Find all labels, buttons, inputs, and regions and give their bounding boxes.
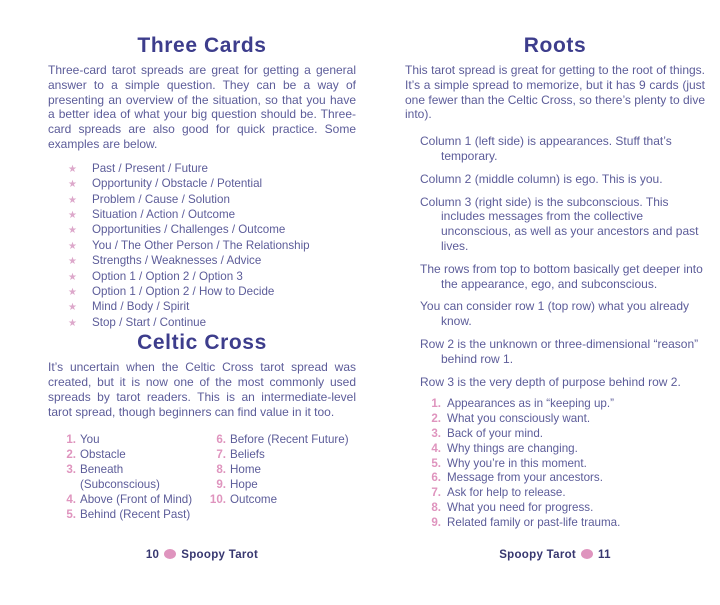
pink-dot-icon bbox=[581, 549, 593, 559]
roots-paragraph: Column 2 (middle column) is ego. This is you. bbox=[420, 171, 663, 186]
list-item bbox=[68, 254, 356, 269]
list-item bbox=[56, 492, 206, 507]
list-item bbox=[68, 162, 356, 177]
item-number: 1. bbox=[66, 433, 76, 447]
section-title-celtic-cross: Celtic Cross bbox=[137, 331, 267, 355]
spread-option-label: Opportunity / Obstacle / Potential bbox=[92, 177, 263, 191]
spread-option-label: You / The Other Person / The Relationship bbox=[92, 238, 310, 252]
item-number: 6. bbox=[216, 433, 226, 447]
roots-paragraph: Column 3 (right side) is the subconscious. This includes messages from the collective unconscious, as well as your ancestors and past lives. bbox=[420, 194, 699, 253]
spread-option-label: Problem / Cause / Solution bbox=[92, 192, 230, 206]
item-number: 8. bbox=[431, 500, 441, 514]
item-number: 3. bbox=[431, 426, 441, 440]
item-label: Beliefs bbox=[230, 448, 265, 462]
item-number: 9. bbox=[216, 478, 226, 492]
roots-paragraph: Column 1 (left side) is appearances. Stuff that’s temporary. bbox=[420, 134, 672, 163]
item-label: Before (Recent Future) bbox=[230, 433, 349, 447]
item-label: Why you’re in this moment. bbox=[447, 456, 587, 470]
star-icon: ★ bbox=[68, 194, 77, 206]
item-number: 10. bbox=[209, 493, 226, 507]
item-label: Back of your mind. bbox=[447, 426, 544, 440]
book-page-left bbox=[48, 34, 356, 522]
spread-option-label: Stop / Start / Continue bbox=[92, 315, 207, 329]
star-icon: ★ bbox=[68, 302, 77, 314]
item-label: Appearances as in “keeping up.” bbox=[447, 397, 614, 411]
list-item bbox=[68, 285, 356, 300]
page-number: 11 bbox=[598, 549, 611, 561]
roots-intro: This tarot spread is great for getting to the root of things. It’s a simple spread to memorize, but it has 9 cards (just one fewer than the Celtic Cross, so there’s plenty to dive into). bbox=[405, 63, 705, 122]
item-label: Related family or past-life trauma. bbox=[447, 515, 621, 529]
positions-column-2 bbox=[206, 432, 356, 522]
item-number: 4. bbox=[431, 441, 441, 455]
item-label: Outcome bbox=[230, 493, 278, 507]
list-item bbox=[419, 457, 705, 472]
item-number: 2. bbox=[431, 412, 441, 426]
item-label: Above (Front of Mind) bbox=[80, 493, 193, 507]
item-number: 9. bbox=[431, 515, 441, 529]
star-icon: ★ bbox=[68, 163, 77, 175]
item-label: What you consciously want. bbox=[447, 412, 591, 426]
list-item bbox=[206, 447, 356, 462]
three-card-spread-list bbox=[48, 162, 356, 331]
item-number: 8. bbox=[216, 463, 226, 477]
item-label: You bbox=[80, 433, 100, 447]
item-label: Behind (Recent Past) bbox=[80, 508, 191, 522]
roots-paragraph: The rows from top to bottom basically get deeper into the appearance, ego, and subconscious. bbox=[420, 261, 703, 291]
item-label: Ask for help to release. bbox=[447, 486, 566, 500]
list-item bbox=[206, 477, 356, 492]
list-item bbox=[68, 193, 356, 208]
item-label: Message from your ancestors. bbox=[447, 471, 603, 485]
item-label: What you need for progress. bbox=[447, 500, 594, 514]
list-item bbox=[206, 462, 356, 477]
list-item bbox=[56, 432, 206, 447]
star-icon: ★ bbox=[68, 210, 77, 221]
star-icon: ★ bbox=[68, 271, 77, 283]
list-item bbox=[419, 442, 705, 457]
star-icon: ★ bbox=[68, 240, 77, 252]
spread-option-label: Mind / Body / Spirit bbox=[92, 300, 190, 314]
page-footer-left bbox=[48, 549, 356, 561]
page-number: 10 bbox=[145, 549, 160, 561]
roots-paragraph: Row 2 is the unknown or three-dimensional “reason” behind row 1. bbox=[420, 336, 699, 366]
list-item bbox=[419, 486, 705, 501]
pink-dot-icon bbox=[164, 549, 176, 559]
book-title: Spoopy Tarot bbox=[181, 549, 259, 561]
star-icon: ★ bbox=[68, 256, 77, 268]
item-number: 7. bbox=[431, 486, 441, 500]
item-number: 6. bbox=[431, 471, 441, 485]
three-cards-intro: Three-card tarot spreads are great for getting a general answer to a simple question. They can be a way of presenting an overview of the situation, so that you have a better idea of what your big question should be. Three-card spreads are also good for quick practice. Some examples are below. bbox=[48, 63, 356, 151]
book-title: Spoopy Tarot bbox=[499, 549, 577, 561]
page-footer-right bbox=[405, 549, 705, 561]
spread-option-label: Opportunities / Challenges / Outcome bbox=[92, 223, 286, 237]
roots-paragraph: You can consider row 1 (top row) what you already know. bbox=[420, 299, 690, 329]
star-icon: ★ bbox=[68, 179, 77, 191]
list-item bbox=[68, 316, 356, 331]
celtic-cross-intro: It’s uncertain when the Celtic Cross tarot spread was created, but it is now one of the most commonly used spreads by tarot readers. This is an intermediate-level tarot spread, though beginners can find value in it too. bbox=[48, 360, 356, 419]
list-item bbox=[419, 412, 705, 427]
item-label: Beneath (Subconscious) bbox=[80, 463, 160, 492]
book-page-right bbox=[405, 34, 705, 531]
item-number: 5. bbox=[66, 508, 76, 522]
item-number: 4. bbox=[66, 493, 76, 507]
list-item bbox=[419, 516, 705, 531]
list-item bbox=[56, 447, 206, 462]
section-title-three-cards: Three Cards bbox=[137, 34, 267, 57]
list-item bbox=[419, 427, 705, 442]
list-item bbox=[206, 432, 356, 447]
list-item bbox=[56, 462, 206, 492]
list-item bbox=[419, 471, 705, 486]
spread-option-label: Past / Present / Future bbox=[92, 161, 208, 175]
spread-option-label: Situation / Action / Outcome bbox=[92, 208, 236, 221]
list-item bbox=[68, 270, 356, 285]
spread-option-label: Strengths / Weaknesses / Advice bbox=[92, 254, 262, 268]
list-item bbox=[68, 208, 356, 223]
list-item bbox=[419, 397, 705, 412]
list-item bbox=[56, 507, 206, 522]
item-label: Obstacle bbox=[80, 448, 126, 462]
item-number: 1. bbox=[431, 397, 441, 411]
item-label: Hope bbox=[230, 478, 258, 492]
star-icon: ★ bbox=[68, 287, 77, 299]
positions-column-1 bbox=[56, 432, 206, 522]
item-number: 2. bbox=[66, 448, 76, 462]
celtic-cross-positions-list bbox=[56, 432, 356, 522]
list-item bbox=[68, 177, 356, 192]
list-item bbox=[68, 223, 356, 238]
item-label: Home bbox=[230, 463, 261, 477]
spread-option-label: Option 1 / Option 2 / How to Decide bbox=[92, 285, 275, 299]
star-icon: ★ bbox=[68, 225, 77, 237]
spread-option-label: Option 1 / Option 2 / Option 3 bbox=[92, 269, 243, 283]
list-item bbox=[68, 300, 356, 315]
list-item bbox=[68, 239, 356, 254]
section-title-roots: Roots bbox=[523, 34, 587, 57]
roots-card-meanings-list bbox=[405, 397, 705, 530]
item-label: Why things are changing. bbox=[447, 441, 578, 455]
list-item bbox=[206, 492, 356, 507]
list-item bbox=[419, 501, 705, 516]
item-number: 3. bbox=[66, 463, 76, 477]
roots-description bbox=[405, 134, 705, 389]
item-number: 5. bbox=[431, 456, 441, 470]
star-icon: ★ bbox=[68, 317, 77, 329]
item-number: 7. bbox=[216, 448, 226, 462]
roots-paragraph: Row 3 is the very depth of purpose behind row 2. bbox=[420, 374, 681, 389]
